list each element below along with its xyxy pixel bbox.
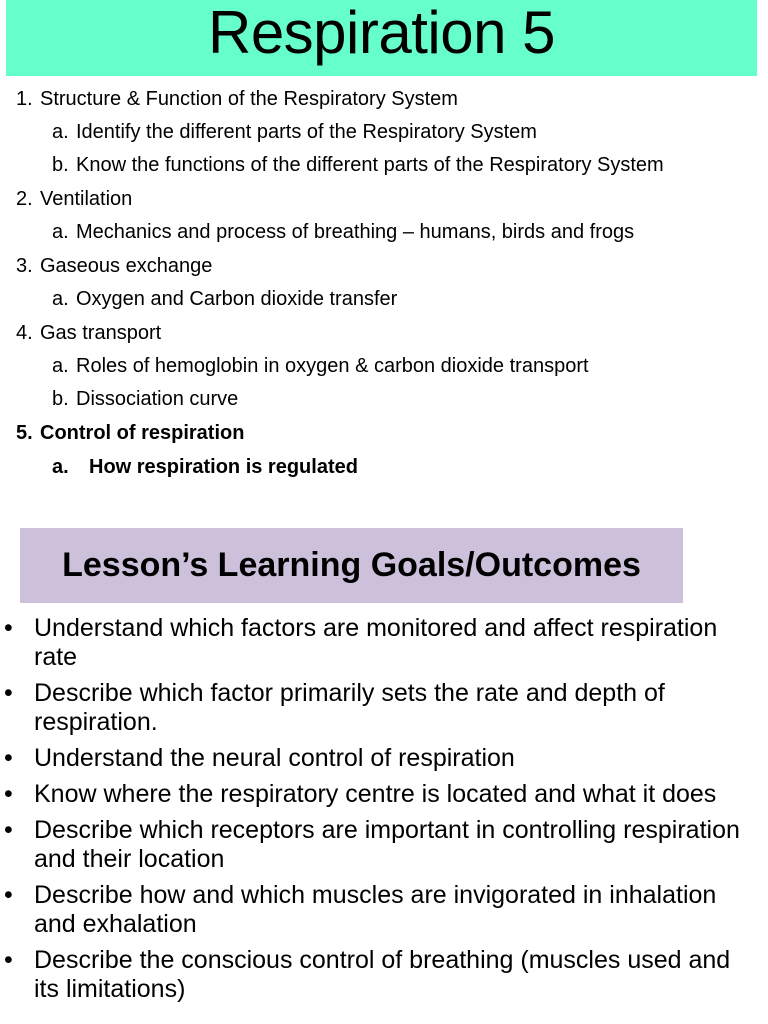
outline-text: Know the functions of the different parts of the Respiratory System <box>76 154 664 176</box>
outline-text: Identify the different parts of the Respiratory System <box>76 121 537 143</box>
bullet-icon: • <box>4 780 13 808</box>
title-banner <box>6 0 757 76</box>
goal-text: Describe which factor primarily sets the rate and depth of respiration. <box>34 679 665 736</box>
goal-text: Describe which receptors are important in controlling respiration and their location <box>34 816 740 873</box>
outline-letter: b. <box>52 388 69 410</box>
outline-letter: a. <box>52 355 69 377</box>
goal-item <box>0 679 768 737</box>
goal-item <box>0 881 768 939</box>
outline-number: 3. <box>16 255 33 277</box>
outline-text: Control of respiration <box>40 422 245 444</box>
bullet-icon: • <box>4 744 13 772</box>
goal-item <box>0 816 768 874</box>
outline-letter: a. <box>52 456 69 478</box>
goal-text: Understand which factors are monitored and affect respiration rate <box>34 614 718 671</box>
outline-text: Gaseous exchange <box>40 255 213 277</box>
goal-text: Understand the neural control of respiration <box>34 744 515 772</box>
outline-text: Gas transport <box>40 322 162 344</box>
goal-item <box>0 744 768 773</box>
goal-text: Describe the conscious control of breathing (muscles used and its limitations) <box>34 946 731 1003</box>
outline-number: 2. <box>16 188 33 210</box>
outline-letter: a. <box>52 121 69 143</box>
outline-number: 1. <box>16 88 33 110</box>
outline-text: Roles of hemoglobin in oxygen & carbon dioxide transport <box>76 355 589 377</box>
bullet-icon: • <box>4 614 13 642</box>
goals-heading: Lesson’s Learning Goals/Outcomes <box>62 546 641 584</box>
outline-text: Dissociation curve <box>76 388 239 410</box>
bullet-icon: • <box>4 946 13 974</box>
outline-text: Structure & Function of the Respiratory System <box>40 88 458 110</box>
outline-letter: a. <box>52 221 69 243</box>
outline-number: 4. <box>16 322 33 344</box>
outline-text: How respiration is regulated <box>89 456 358 478</box>
outline-text: Mechanics and process of breathing – humans, birds and frogs <box>76 221 635 243</box>
goal-item <box>0 946 768 1004</box>
goals-heading-box <box>20 528 683 603</box>
bullet-icon: • <box>4 679 13 707</box>
outline-text: Oxygen and Carbon dioxide transfer <box>76 288 398 310</box>
outline-number: 5. <box>16 422 33 444</box>
goal-text: Describe how and which muscles are invigorated in inhalation and exhalation <box>34 881 717 938</box>
bullet-icon: • <box>4 881 13 909</box>
outline-text: Ventilation <box>40 188 133 210</box>
goal-text: Know where the respiratory centre is located and what it does <box>34 780 717 808</box>
goals-list <box>0 614 768 1011</box>
bullet-icon: • <box>4 816 13 844</box>
goal-item <box>0 614 768 672</box>
page-title: Respiration 5 <box>207 0 556 66</box>
outline-letter: b. <box>52 154 69 176</box>
outline-letter: a. <box>52 288 69 310</box>
goal-item <box>0 780 768 809</box>
